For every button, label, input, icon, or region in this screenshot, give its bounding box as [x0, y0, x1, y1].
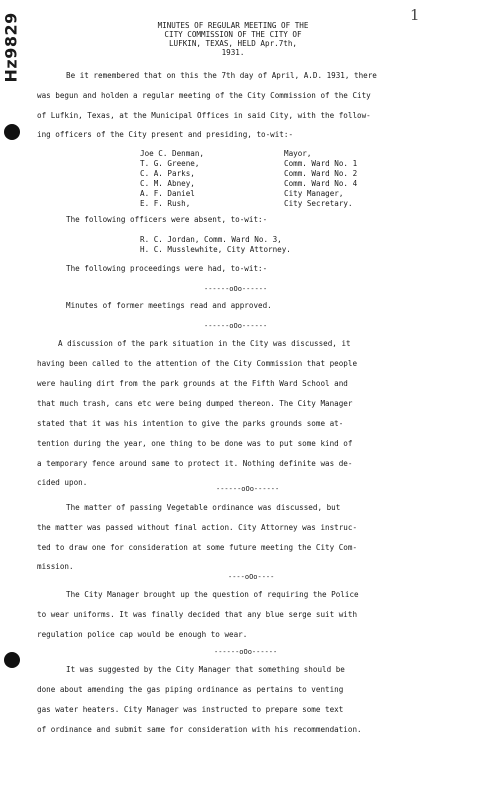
separator: ----oOo---- — [228, 573, 275, 581]
separator: ------oOo------ — [204, 285, 268, 293]
present-title: Comm. Ward No. 2 — [284, 169, 358, 178]
proceedings-intro: The following proceedings were had, to-wit:- — [66, 264, 268, 273]
opening-line-3: of Lufkin, Texas, at the Municipal Offices in said City, with the follow- — [37, 111, 371, 120]
page-number: 1 — [410, 6, 420, 24]
separator: ------oOo------ — [214, 648, 278, 656]
gas-line-3: gas water heaters. City Manager was instructed to prepare some text — [37, 705, 344, 714]
gas-line-2: done about amending the gas piping ordinance as pertains to venting — [37, 685, 344, 694]
gas-line-1: It was suggested by the City Manager that something should be — [66, 665, 345, 674]
park-line-7: a temporary fence around same to protect it. Nothing definite was de- — [37, 459, 353, 468]
park-line-2: having been called to the attention of the City Commission that people — [37, 359, 358, 368]
park-line-6: tention during the year, one thing to be done was to put some kind of — [37, 439, 353, 448]
separator: ------oOo------ — [204, 322, 268, 330]
present-title: Mayor, — [284, 149, 312, 158]
park-line-4: that much trash, cans etc were being dumped thereon. The City Manager — [37, 399, 353, 408]
park-line-3: were hauling dirt from the park grounds at the Fifth Ward School and — [37, 379, 348, 388]
opening-line-4: ing officers of the City present and presiding, to-wit:- — [37, 130, 294, 139]
park-line-1: A discussion of the park situation in the City was discussed, it — [58, 339, 351, 348]
gas-line-4: of ordinance and submit same for consideration with his recommendation. — [37, 725, 362, 734]
present-name: C. M. Abney, — [140, 179, 195, 188]
police-line-1: The City Manager brought up the question of requiring the Police — [66, 590, 359, 599]
present-title: Comm. Ward No. 1 — [284, 159, 358, 168]
absent-item: R. C. Jordan, Comm. Ward No. 3, — [140, 235, 282, 244]
police-line-3: regulation police cap would be enough to wear. — [37, 630, 248, 639]
present-name: T. G. Greene, — [140, 159, 200, 168]
punch-hole-top — [4, 124, 20, 140]
absent-item: H. C. Musslewhite, City Attorney. — [140, 245, 291, 254]
header-line-3: LUFKIN, TEXAS, HELD Apr.7th, — [168, 39, 297, 48]
header-line-1: MINUTES OF REGULAR MEETING OF THE — [157, 21, 309, 30]
absent-intro: The following officers were absent, to-wit:- — [66, 215, 268, 224]
vegetable-line-3: ted to draw one for consideration at some future meeting the City Com- — [37, 543, 358, 552]
header-line-2: CITY COMMISSION OF THE CITY OF — [164, 30, 302, 39]
separator: ------oOo------ — [216, 485, 280, 493]
park-line-5: stated that it was his intention to give the parks grounds some at- — [37, 419, 344, 428]
header-line-4: 1931. — [221, 48, 245, 57]
present-title: City Manager, — [284, 189, 344, 198]
present-name: Joe C. Denman, — [140, 149, 205, 158]
present-name: A. F. Daniel — [140, 189, 195, 198]
police-line-2: to wear uniforms. It was finally decided that any blue serge suit with — [37, 610, 358, 619]
vegetable-line-1: The matter of passing Vegetable ordinance was discussed, but — [66, 503, 341, 512]
park-line-8: cided upon. — [37, 478, 88, 487]
present-title: City Secretary. — [284, 199, 353, 208]
opening-line-2: was begun and holden a regular meeting of the City Commission of the City — [37, 91, 371, 100]
punch-hole-bottom — [4, 652, 20, 668]
archive-stamp: Hz9829 — [1, 12, 21, 83]
vegetable-line-2: the matter was passed without final action. City Attorney was instruc- — [37, 523, 358, 532]
minutes-line: Minutes of former meetings read and approved. — [66, 301, 272, 310]
present-title: Comm. Ward No. 4 — [284, 179, 358, 188]
opening-line-1: Be it remembered that on this the 7th day of April, A.D. 1931, there — [66, 71, 377, 80]
present-name: C. A. Parks, — [140, 169, 195, 178]
present-name: E. F. Rush, — [140, 199, 191, 208]
vegetable-line-4: mission. — [37, 562, 74, 571]
